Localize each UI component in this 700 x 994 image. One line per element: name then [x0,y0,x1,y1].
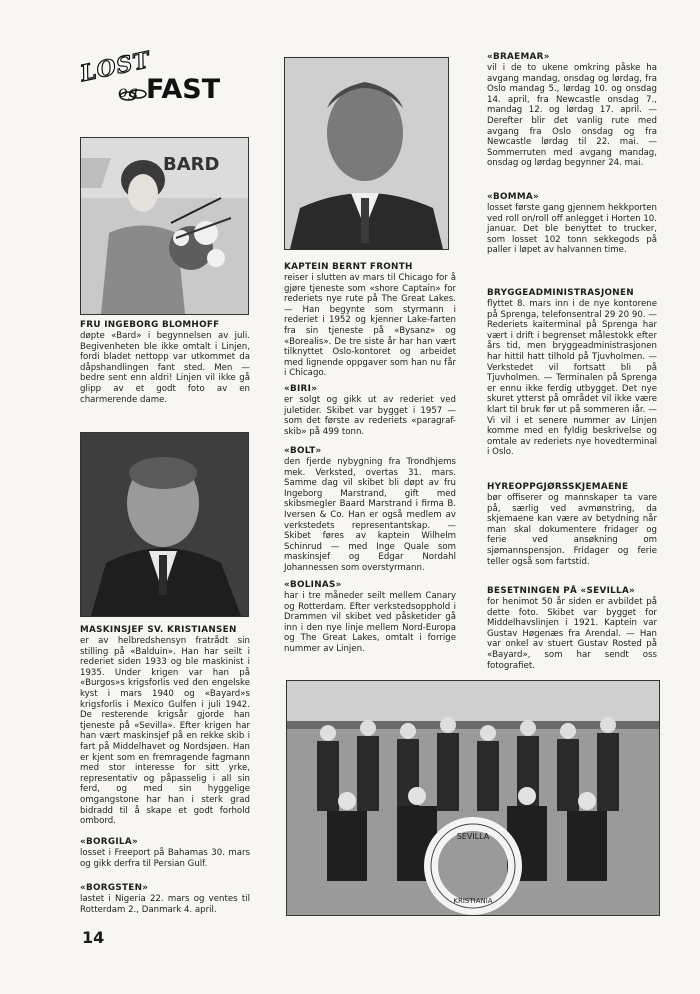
heading-kristiansen: MASKINSJEF SV. KRISTIANSEN [80,625,237,635]
body-bryggeadministrasjonen: flyttet 8. mars inn i de nye kontorene på Sprenga, telefonsentral 29 20 90. — Rederiets kaiterminal på Sprenga har vært i drift i begrenset målestokk efter års tid, men bryggeadministrasjonen har hittil hatt tilhold på Tjuvholmen. — Verkstedet vil fortsatt bli på Tjuvholmen. — Terminalen på Sprenga er ennu ikke ferdig utbygget. Det nye skuret ytterst på området vil ikke være klart til bruk før ut på sommeren iår. — Vi vil i et senere nummer av Linjen komme med en fyldig beskrivelse og omtale av rederiets nye hovedterminal i Oslo. [487,299,657,458]
body-bomma: losset første gang gjennem hekkporten ved roll on/roll off anlegget i Horten 10. januar. Det ble benyttet to trucker, som losset 102 tonn sekkegods på paller i løpet av halvannen time. [487,203,657,256]
heading-biri: «BIRI» [284,384,318,394]
ship-name-sign: BARD [163,154,220,175]
heading-borgila: «BORGILA» [80,837,138,847]
body-borgsten: lastet i Nigeria 22. mars og ventes til Rotterdam 2., Danmark 4. april. [80,894,250,915]
lost-og-fast-logo [78,46,230,110]
body-bolinas: har i tre måneder seilt mellem Canary og Rotterdam. Efter verkstedsopphold i Drammen vil skibet ved påsketider gå inn i den nye linje mellem Nord-Europa og The Great Lakes, omtalt i forrige nummer av Linjen. [284,591,456,654]
body-braemar: vil i de to ukene omkring påske ha avgang mandag, onsdag og lørdag, fra Oslo mandag 5., lørdag 10. og onsdag 14. april, fra Newcastle onsdag 7., mandag 12. og lørdag 17. april. — Derefter blir det vanlig rute med avgang fra Oslo onsdag og fra Newcastle lørdag til 22. mai. — Sommerruten med avgang mandag, onsdag og lørdag begynner 24. mai. [487,63,657,169]
section-kristiansen [80,625,250,827]
photo-sevilla-crew [286,680,660,916]
heading-bolt: «BOLT» [284,446,322,456]
section-bryggeadministrasjonen [487,288,657,458]
section-braemar [487,52,657,169]
logo-word-og: og [118,82,138,101]
life-ring-label-bottom: KRISTIANIA [453,897,493,905]
heading-fronth: KAPTEIN BERNT FRONTH [284,262,413,272]
heading-braemar: «BRAEMAR» [487,52,550,62]
photo-sv-kristiansen [80,432,249,617]
section-hyreoppgjorsskjemaene [487,482,657,567]
section-bolt [284,446,456,574]
section-biri [284,384,456,437]
heading-bomma: «BOMMA» [487,192,539,202]
heading-bolinas: «BOLINAS» [284,580,342,590]
section-borgsten [80,883,250,915]
page-number: 14 [82,928,105,947]
logo-word-fast: FAST [146,74,221,105]
heading-borgsten: «BORGSTEN» [80,883,149,893]
section-blomhoff [80,320,250,405]
body-biri: er solgt og gikk ut av rederiet ved juletider. Skibet var bygget i 1957 — som det første av rederiets «paragraf-skib» på 499 tonn. [284,395,456,437]
body-kristiansen: er av helbredshensyn fratrådt sin stilling på «Balduin». Han har seilt i rederiet siden 1933 og ble maskinist i 1935. Under krigen var han på «Burgos»s krigsforlis ved den engelske kyst i mars 1940 og «Bayard»s krigsforlis i Mexico Gulfen i juli 1942. De resterende krigsår gjorde han tjeneste på «Sevilla». Efter krigen har han vært maskinsjef på en rekke skib i fart på Middelhavet og Nordsjøen. Han er kjent som en fremragende fagmann med stor interesse for sitt yrke, representativ og påpasselig i all sin ferd, og med sin hyggelige omgangstone har han i sterk grad bidradd til å skape et godt forhold ombord. [80,636,250,827]
heading-blomhoff: FRU INGEBORG BLOMHOFF [80,320,220,330]
body-borgila: losset i Freeport på Bahamas 30. mars og gikk derfra til Persian Gulf. [80,848,250,869]
heading-sevilla: BESETNINGEN PÅ «SEVILLA» [487,586,636,596]
section-bomma [487,192,657,256]
life-ring-label-top: SEVILLA [456,832,490,841]
section-fronth [284,262,456,379]
photo-bernt-fronth [284,57,449,250]
body-hyreoppgjorsskjemaene: bør offiserer og mannskaper ta vare på, særlig ved avmønstring, da skjemaene kan være av betydning når man skal dokumentere fridager og ferie ved ansøkning om sjømannspensjon. Fridager og ferie teller også som fartstid. [487,493,657,567]
logo-word-lost: LOST [78,46,153,88]
section-borgila [80,837,250,869]
heading-bryggeadministrasjonen: BRYGGEADMINISTRASJONEN [487,288,634,298]
photo-ingeborg-blomhoff [80,137,249,315]
body-sevilla: for henimot 50 år siden er avbildet på dette foto. Skibet var bygget for Middelhavslinjen i 1921. Kaptein var Gustav Høgenæs fra Arendal. — Han var onkel av stuert Gustav Rosted på «Bayard», som har sendt oss fotografiet. [487,597,657,671]
section-sevilla [487,586,657,671]
section-bolinas [284,580,456,655]
body-fronth: reiser i slutten av mars til Chicago for å gjøre tjeneste som «shore Captain» for rederiets nye rute på The Great Lakes. — Han begynte som styrmann i rederiet i 1952 og kjenner Lake-farten fra sin tjeneste på «Bysanz» og «Borealis». De tre siste år har han vært tilknyttet Oslo-kontoret og arbeidet med lignende oppgaver som han nu får i Chicago. [284,273,456,379]
heading-hyreoppgjorsskjemaene: HYREOPPGJØRSSKJEMAENE [487,482,629,492]
body-bolt: den fjerde nybygning fra Trondhjems mek. Verksted, overtas 31. mars. Samme dag vil skibet bli døpt av fru Ingeborg Marstrand, gift med skibsmegler Baard Marstrand i firma B. Iversen & Co. Han er også medlem av verkstedets representantskap. — Skibet føres av kaptein Wilhelm Schinrud — med Inge Quale som maskinsjef og Edgar Nordahl Johannessen som overstyrmann. [284,457,456,573]
body-blomhoff: døpte «Bard» i begynnelsen av juli. Begivenheten ble ikke omtalt i Linjen, fordi bladet nettopp var utkommet da dåpshandlingen fant sted. Men — bedre sent enn aldri! Linjen vil ikke gå glipp av et godt foto av en charmerende dame. [80,331,250,405]
